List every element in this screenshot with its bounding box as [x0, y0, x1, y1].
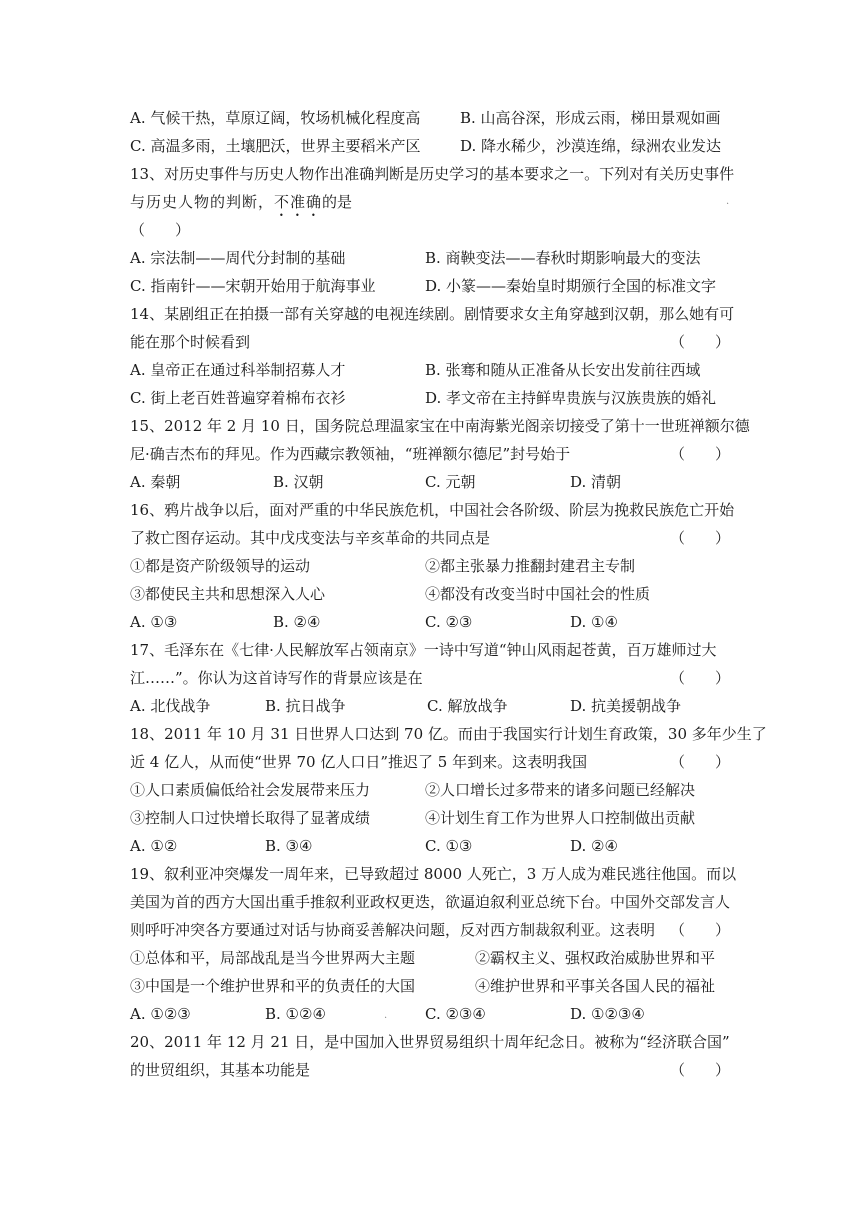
- q16-option-b: B. ②④: [273, 613, 321, 631]
- q19-answer-paren: （ ）: [670, 921, 731, 939]
- q13-option-row-2: [130, 272, 730, 300]
- q17-option-d: D. 抗美援朝战争: [570, 697, 682, 715]
- q12-option-d: D. 降水稀少，沙漠连绵，绿洲农业发达: [460, 137, 722, 155]
- q19-statement-4: ④维护世界和平事关各国人民的福祉: [475, 977, 716, 995]
- q17-stem-text: 江……”。你认为这首诗写作的背景应该是在: [130, 669, 423, 687]
- q15-option-b: B. 汉朝: [273, 473, 324, 491]
- q17-answer-paren: （ ）: [670, 669, 731, 687]
- q13-stem-line-2: [130, 188, 730, 216]
- q16-option-a: A. ①③: [130, 613, 178, 631]
- q19-option-d: D. ①②③④: [570, 1005, 645, 1023]
- q12-option-c: C. 高温多雨，土壤肥沃，世界主要稻米产区: [130, 137, 421, 155]
- stray-mark: .: [384, 1010, 388, 1021]
- q13-stem-line-1: 13、对历史事件与历史人物作出准确判断是历史学习的基本要求之一。下列对有关历史事件: [130, 165, 735, 183]
- q12-option-row-1: [130, 104, 730, 132]
- q15-option-d: D. 清朝: [570, 473, 622, 491]
- q16-option-d: D. ①④: [570, 613, 618, 631]
- q14-option-c: C. 街上老百姓普遍穿着棉布衣衫: [130, 389, 346, 407]
- q18-statement-row-2: [130, 804, 730, 832]
- q18-option-b: B. ③④: [265, 837, 313, 855]
- q19-option-b: B. ①②④: [265, 1005, 326, 1023]
- q13-stem-prefix: 与历史人物的判断，: [130, 193, 275, 211]
- q13-option-b: B. 商鞅变法——春秋时期影响最大的变法: [425, 249, 701, 267]
- q18-statement-2: ②人口增长过多带来的诸多问题已经解决: [425, 781, 696, 799]
- q20-answer-paren: （ ）: [670, 1061, 731, 1079]
- q15-option-c: C. 元朝: [425, 473, 476, 491]
- q12-option-row-2: [130, 132, 730, 160]
- q19-stem-line-1: 19、叙利亚冲突爆发一周年来，已导致超过 8000 人死亡，3 万人成为难民逃往他国。而以: [130, 865, 737, 883]
- q15-option-row: [130, 468, 730, 496]
- q16-stem-text: 了救亡图存运动。其中戊戌变法与辛亥革命的共同点是: [130, 529, 491, 547]
- q13-option-a: A. 宗法制——周代分封制的基础: [130, 249, 346, 267]
- q18-option-a: A. ①②: [130, 837, 178, 855]
- q18-answer-paren: （ ）: [670, 753, 731, 771]
- q14-answer-paren: （ ）: [670, 333, 731, 351]
- q17-option-row: [130, 692, 730, 720]
- q17-stem-line-2: [130, 664, 730, 692]
- q15-stem-line-2: [130, 440, 730, 468]
- q14-stem-line-2: [130, 328, 730, 356]
- q13-option-c: C. 指南针——宋朝开始用于航海事业: [130, 277, 376, 295]
- q13-stem-suffix: 的是: [322, 193, 353, 211]
- q19-stem-text: 则呼吁冲突各方要通过对话与协商妥善解决问题，反对西方制裁叙利亚。这表明: [130, 921, 656, 939]
- q18-statement-1: ①人口素质偏低给社会发展带来压力: [130, 781, 371, 799]
- q14-option-row-2: [130, 384, 730, 412]
- q18-stem-text: 近 4 亿人，从而使“世界 70 亿人口日”推迟了 5 年到来。这表明我国: [130, 753, 588, 771]
- q13-answer-paren: （ ）: [130, 221, 191, 239]
- q18-option-c: C. ①③: [425, 837, 473, 855]
- q19-statement-3: ③中国是一个维护世界和平的负责任的大国: [130, 977, 416, 995]
- q16-statement-row-2: [130, 580, 730, 608]
- q16-statement-1: ①都是资产阶级领导的运动: [130, 557, 311, 575]
- q19-stem-line-3: [130, 916, 730, 944]
- q15-option-a: A. 秦朝: [130, 473, 181, 491]
- q16-stem-line-2: [130, 524, 730, 552]
- q16-statement-2: ②都主张暴力推翻封建君主专制: [425, 557, 636, 575]
- q18-statement-4: ④计划生育工作为世界人口控制做出贡献: [425, 809, 696, 827]
- q19-option-c: C. ②③④: [425, 1005, 486, 1023]
- q16-option-c: C. ②③: [425, 613, 473, 631]
- q17-option-b: B. 抗日战争: [265, 697, 346, 715]
- q13-option-d: D. 小篆——秦始皇时期颁行全国的标准文字: [425, 277, 717, 295]
- q14-option-b: B. 张骞和随从正准备从长安出发前往西域: [425, 361, 701, 379]
- q15-stem-line-1: 15、2012 年 2 月 10 日，国务院总理温家宝在中南海紫光阁亲切接受了第十一世班禅额尔德: [130, 417, 750, 435]
- q14-option-row-1: [130, 356, 730, 384]
- q18-statement-3: ③控制人口过快增长取得了显著成绩: [130, 809, 371, 827]
- q16-statement-row-1: [130, 552, 730, 580]
- q19-option-row: [130, 1000, 730, 1028]
- q15-stem-text: 尼·确吉杰布的拜见。作为西藏宗教领袖，“班禅额尔德尼”封号始于: [130, 445, 571, 463]
- q16-statement-3: ③都使民主共和思想深入人心: [130, 585, 326, 603]
- q14-stem-text: 能在那个时候看到: [130, 333, 251, 351]
- q18-statement-row-1: [130, 776, 730, 804]
- q19-stem-line-2: 美国为首的西方大国出重手推叙利亚政权更迭，欲逼迫叙利亚总统下台。中国外交部发言人: [130, 893, 731, 911]
- q20-stem-text: 的世贸组织，其基本功能是: [130, 1061, 311, 1079]
- q16-stem-line-1: 16、鸦片战争以后，面对严重的中华民族危机，中国社会各阶级、阶层为挽救民族危亡开始: [130, 501, 735, 519]
- q14-option-a: A. 皇帝正在通过科举制招募人才: [130, 361, 346, 379]
- q17-option-a: A. 北伐战争: [130, 697, 211, 715]
- q14-stem-line-1: 14、某剧组正在拍摄一部有关穿越的电视连续剧。剧情要求女主角穿越到汉朝，那么她有可: [130, 305, 735, 323]
- q19-statement-row-1: [130, 944, 730, 972]
- q16-statement-4: ④都没有改变当时中国社会的性质: [425, 585, 651, 603]
- q18-option-row: [130, 832, 730, 860]
- q12-option-a: A. 气候干热，草原辽阔，牧场机械化程度高: [130, 109, 421, 127]
- q18-stem-line-1: 18、2011 年 10 月 31 日世界人口达到 70 亿。而由于我国实行计划生育政策，30 多年少生了: [130, 725, 767, 743]
- q19-option-a: A. ①②③: [130, 1005, 191, 1023]
- stray-mark: .: [726, 196, 730, 207]
- q13-emphasis-text: 不准确: [274, 193, 323, 211]
- q17-option-c: C. 解放战争: [427, 697, 508, 715]
- q13-option-row-1: [130, 244, 730, 272]
- q18-stem-line-2: [130, 748, 730, 776]
- q12-option-b: B. 山高谷深，形成云雨，梯田景观如画: [460, 109, 721, 127]
- q16-option-row: [130, 608, 730, 636]
- q15-answer-paren: （ ）: [670, 445, 731, 463]
- q19-statement-1: ①总体和平，局部战乱是当今世界两大主题: [130, 949, 416, 967]
- q17-stem-line-1: 17、毛泽东在《七律·人民解放军占领南京》一诗中写道“钟山风雨起苍黄，百万雄师过大: [130, 641, 717, 659]
- q20-stem-line-1: 20、2011 年 12 月 21 日，是中国加入世界贸易组织十周年纪念日。被称为“经济联合国”: [130, 1033, 730, 1051]
- q19-statement-row-2: [130, 972, 730, 1000]
- q16-answer-paren: （ ）: [670, 529, 731, 547]
- q19-statement-2: ②霸权主义、强权政治威胁世界和平: [475, 949, 716, 967]
- q18-option-d: D. ②④: [570, 837, 618, 855]
- q20-stem-line-2: [130, 1056, 730, 1084]
- q14-option-d: D. 孝文帝在主持鲜卑贵族与汉族贵族的婚礼: [425, 389, 717, 407]
